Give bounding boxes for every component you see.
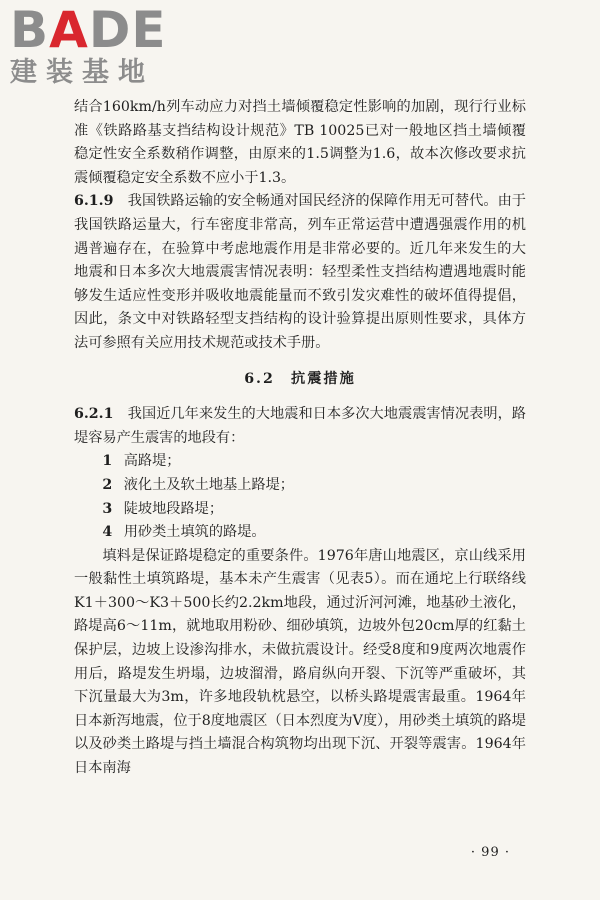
list-item-text: 高路堤； xyxy=(123,453,181,470)
list-item-number: 3 xyxy=(102,500,113,517)
page-number: · 99 · xyxy=(470,845,510,860)
list-item-number: 1 xyxy=(102,453,113,470)
list-item xyxy=(74,521,526,545)
watermark-brand-text: BADE xyxy=(10,1,167,59)
list-item xyxy=(74,498,526,522)
list-item-number: 2 xyxy=(102,476,113,493)
brand-watermark-logo xyxy=(10,1,180,88)
section-title: 6.2 抗震措施 xyxy=(244,370,356,387)
list-item-number: 4 xyxy=(102,524,113,541)
list-item-text: 液化土及软土地基上路堤； xyxy=(123,476,294,493)
watermark-subtitle: 建装基地 xyxy=(10,57,154,88)
document-body xyxy=(74,96,526,781)
list-item xyxy=(74,450,526,474)
list-item xyxy=(74,474,526,498)
paragraph-continuation: 结合160km/h列车动应力对挡土墙倾覆稳定性影响的加剧，现行行业标准《铁路路基支挡结构设计规范》TB 10025已对一般地区挡土墙倾覆稳定性安全系数稍作调整，由原来的1.5调整为1.6，故本次修改要求抗震倾覆稳定安全系数不应小于1.3。 xyxy=(74,99,526,186)
list-item-text: 用砂类土填筑的路堤。 xyxy=(123,524,266,541)
clause-6-2-1 xyxy=(74,403,526,450)
paragraph-fill-material: 填料是保证路堤稳定的重要条件。1976年唐山地震区，京山线采用一般黏性土填筑路堤，基本未产生震害（见表5）。而在通坨上行联络线K1＋300～K3＋500长约2.2km地段，通过沂河河滩，地基砂土液化，路堤高6～11m，就地取用粉砂、细砂填筑，边坡外包20cm厚的红黏土保护层，边坡上设渗沟排水，未做抗震设计。经受8度和9度两次地震作用后，路堤发生坍塌，边坡溜滑，路肩纵向开裂、下沉等严重破坏，其下沉量最大为3m，许多地段轨枕悬空，以桥头路堤震害最重。1964年日本新泻地震，位于8度地震区（日本烈度为V度），用砂类土填筑的路堤以及砂类土路堤与挡土墙混合构筑物均出现下沉、开裂等震害。1964年日本南海 xyxy=(74,547,526,777)
clause-number: 6.2.1 xyxy=(74,406,114,423)
clause-text: 我国铁路运输的安全畅通对国民经济的保障作用无可替代。由于我国铁路运量大，行车密度非常高，列车正常运营中遭遇强震作用的机遇普遍存在，在验算中考虑地震作用是非常必要的。近几年来发生的大地震和日本多次大地震震害情况表明：轻型柔性支挡结构遭遇地震时能够发生适应性变形并吸收地震能量而不致引发灾难性的破坏值得提倡，因此，条文中对铁路轻型支挡结构的设计验算提出原则性要求，具体方法可参照有关应用技术规范或技术手册。 xyxy=(74,193,526,351)
list-item-text: 陡坡地段路堤； xyxy=(123,500,224,517)
clause-6-1-9 xyxy=(74,190,526,355)
clause-number: 6.1.9 xyxy=(74,193,114,210)
clause-text: 我国近几年来发生的大地震和日本多次大地震震害情况表明，路堤容易产生震害的地段有： xyxy=(74,406,526,446)
